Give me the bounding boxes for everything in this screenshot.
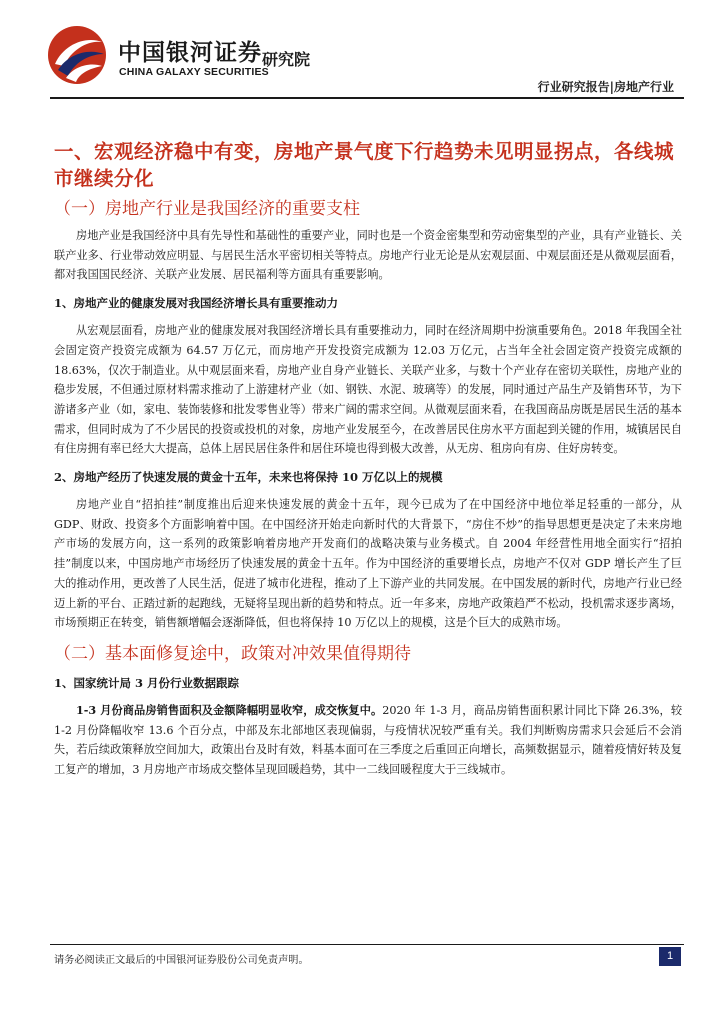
page-header [40, 22, 684, 98]
logo-institute-label: 研究院 [262, 50, 311, 69]
logo-chinese-name: 中国银河证券 [118, 40, 262, 66]
chapter-heading: 一、宏观经济稳中有变，房地产景气度下行趋势未见明显拐点，各线城市继续分化 [54, 140, 675, 190]
subsection-2-paragraph: 房地产业自“招拍挂”制度推出后迎来快速发展的黄金十五年，现今已成为了在中国经济中地位举足轻重的一部分，从 GDP、财政、投资多个方面影响着中国。在中国经济开始走向新时代的大背景下，“房住不炒”的指导思想更是决定了未来房地产市场的发展方向，这一系列的政策影响着房地产开发商们的战略决策与业务模式。自 2004 年经营性用地全面实行“招拍挂”制度以来，中国房地产市场经历了快速发展的黄金十五年。作为中国经济的重要增长点，房地产不仅对 GDP 增长产生了巨大的推动作用，更改善了人民生活，促进了城市化进程，推动了上下游产业的共同发展。在中国发展的新时代，房地产行业已经迈上新的平台、正踏过新的起跑线，无疑将呈现出新的趋势和特点。近一年多来，房地产政策趋严不松动，投机需求逐步离场，市场预期正在转变，销售额增幅会逐渐降低，但也将保持 10 万亿以上的规模，这是个巨大的成熟市场。 [54, 498, 682, 630]
footer-divider [50, 944, 684, 945]
page-number: 1 [659, 947, 681, 966]
logo-english-name: CHINA GALAXY SECURITIES [119, 66, 269, 78]
footer-disclaimer: 请务必阅读正文最后的中国银河证券股份公司免责声明。 [54, 955, 309, 966]
section-heading-2: （二）基本面修复途中，政策对冲效果值得期待 [54, 643, 411, 664]
document-body [54, 138, 682, 780]
section-1-intro-paragraph: 房地产业是我国经济中具有先导性和基础性的重要产业，同时也是一个资金密集型和劳动密集型的产业，具有产业链长、关联产业多、行业带动效应明显、与居民生活水平密切相关等特点。房地产行业无论是从宏观层面、中观层面还是从微观层面看，都对我国国民经济、关联产业发展、居民福利等方面具有重要影响。 [54, 229, 682, 282]
subsection-heading-2: 2、房地产经历了快速发展的黄金十五年，未来也将保持 10 万亿以上的规模 [54, 470, 443, 485]
subsection-heading-1: 1、房地产业的健康发展对我国经济增长具有重要推动力 [54, 296, 338, 311]
paragraph-body-text: 2020 年 1-3 月，商品房销售面积累计同比下降 26.3%，较 1-2 月份降幅收窄 13.6 个百分点，中部及东北部地区表现偏弱，与疫情状况较严重有关。我们判断购房需求只会延后不会消失，若后续政策释放空间加大，政策出台及时有效，料基本面可在三季度之后重回正向增长，高频数据显示，随着疫情好转及复工复产的增加，3 月房地产市场成交整体呈现回暖趋势，其中一二线回暖程度大于三线城市。 [54, 703, 683, 777]
section-heading-1: （一）房地产行业是我国经济的重要支柱 [54, 199, 360, 219]
report-type-label: 行业研究报告|房地产行业 [537, 80, 674, 94]
company-logo [44, 22, 344, 92]
galaxy-logo-icon [46, 24, 108, 86]
subsection-3-paragraph [54, 701, 682, 780]
subsection-heading-3: 1、国家统计局 3 月份行业数据跟踪 [54, 675, 240, 690]
paragraph-lead-sentence: 1-3 月份商品房销售面积及金额降幅明显收窄，成交恢复中。 [76, 702, 383, 717]
header-divider [50, 97, 684, 99]
subsection-1-paragraph: 从宏观层面看，房地产业的健康发展对我国经济增长具有重要推动力，同时在经济周期中扮演重要角色。2018 年我国全社会固定资产投资完成额为 64.57 万亿元，而房地产开发投资完成额为 12.03 万亿元，占当年全社会固定资产投资完成额的 18.63%，仅次于制造业。从中观层面来看，房地产业自身产业链长、关联产业多，与数十个产业存在密切关联性，房地产业的稳步发展，不但通过原材料需求推动了上游建材产业（如、钢铁、水泥、玻璃等）的发展，同时通过产品生产及销售环节，为下游诸多产业（如，家电、装饰装修和批发零售业等）带来广阔的需求空间。从微观层面来看，在我国商品房既是居民生活的基本需求，但同时成为了不少居民的投资或投机的对象，房地产业发展至今，在改善居民住房水平方面起到关键的作用，城镇居民自有住房拥有率已经大大提高，总体上居民居住条件和居住环境也得到极大改善，从无房、租房向有房、住好房转变。 [54, 324, 682, 456]
